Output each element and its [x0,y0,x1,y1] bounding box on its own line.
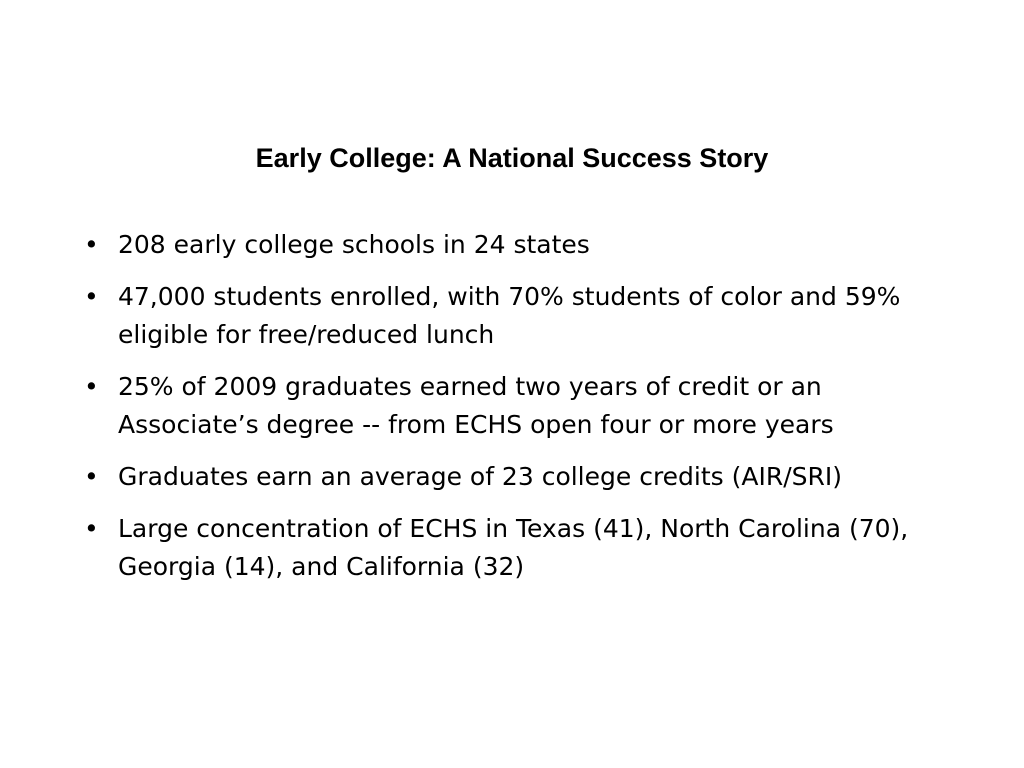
bullet-icon: • [84,282,99,311]
list-item [84,278,924,354]
list-item [84,458,924,496]
bullet-icon: • [84,230,99,259]
bullet-icon: • [84,514,99,543]
bullet-text: 208 early college schools in 24 states [118,230,590,259]
bullet-text: 25% of 2009 graduates earned two years of credit or an Associate’s degree -- from ECHS open four or more years [118,372,834,439]
list-item [84,368,924,444]
bullet-icon: • [84,462,99,491]
list-item [84,510,924,586]
bullet-text: 47,000 students enrolled, with 70% students of color and 59% eligible for free/reduced lunch [118,282,901,349]
slide-title: Early College: A National Success Story [255,143,769,173]
list-item [84,226,924,264]
bullet-text: Graduates earn an average of 23 college credits (AIR/SRI) [118,462,843,491]
bullet-list [84,226,924,600]
bullet-text: Large concentration of ECHS in Texas (41), North Carolina (70), Georgia (14), and California (32) [118,514,909,581]
bullet-icon: • [84,372,99,401]
